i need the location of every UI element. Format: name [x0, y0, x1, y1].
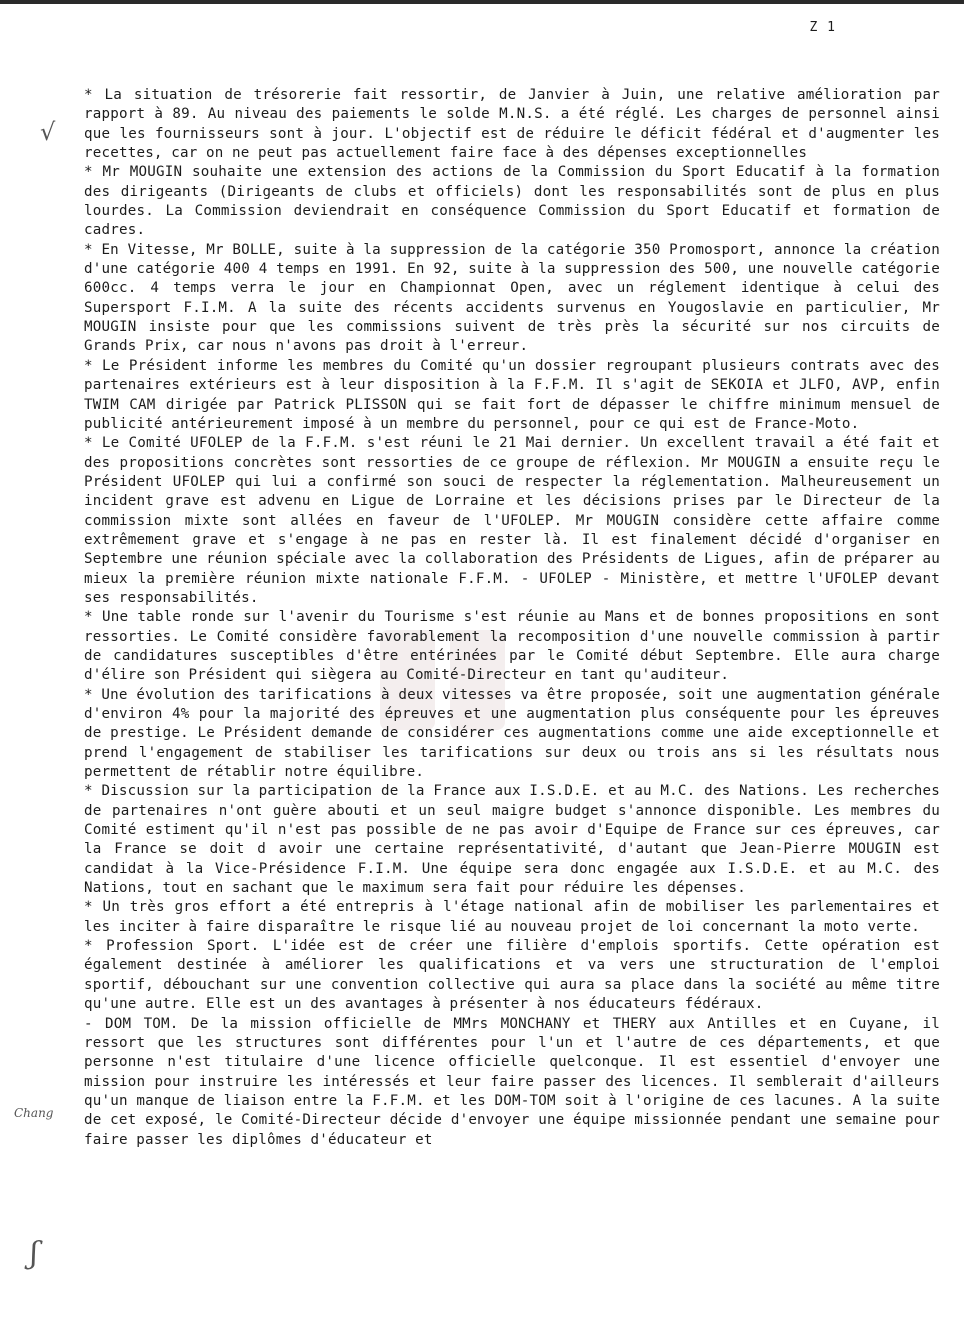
paragraph-isde: * Discussion sur la participation de la France aux I.S.D.E. et au M.C. des Nations. Les recherches de partenaires n'ont guère abouti et un seul maigre budget s'annonce disponible. Les membres du Comité estiment qu'il n'est pas possible de ne pas avoir d'Equipe de France sur ces épreuves, car la France se doit d avoir une certaine représentativité, d'autant que Jean-Pierre MOUGIN est candidat à la Vice-Présidence F.I.M. Une équipe sera donc engagée aux I.S.D.E. et au M.C. des Nations, tout en sachant que le maximum sera fait pour réduire les dépenses.: [84, 783, 940, 897]
document-body: [84, 86, 940, 1150]
paragraph-partenaires: * Le Président informe les membres du Comité qu'un dossier regroupant plusieurs contrats avec des partenaires extérieurs est à leur disposition à la F.F.M. Il s'agit de SEKOIA et JLFO, AVP, enfin TWIM CAM dirigée par Patrick PLISSON qui se fait fort de dépasser le chiffre minimum mensuel de publicité antérieurement imposé à un membre du personnel, pour ce qui est de France-Moto.: [84, 357, 940, 432]
margin-check-mark: √: [40, 118, 56, 146]
paragraph-dom-tom: - DOM TOM. De la mission officielle de MMrs MONCHANY et THERY aux Antilles et en Cuyane, il ressort que les structures sont différentes pour l'un et l'autre de ces départements, et que personne n'est titulaire d'une licence officielle quelconque. Il est essentiel d'envoyer une mission pour instruire les intéressés et leur faire passer des licences. Il semblerait d'ailleurs qu'un manque de liaison entre la F.F.M. et les DOM-TOM soit à l'origine de ces lacunes. A la suite de cet exposé, le Comité-Directeur décide d'envoyer une équipe missionnée pendant une semaine pour faire passer les diplômes d'éducateur et: [84, 1015, 940, 1148]
paragraph-sport-educatif: * Mr MOUGIN souhaite une extension des actions de la Commission du Sport Educatif à la formation des dirigeants (Dirigeants de clubs et officiels) dont les responsabilités sont de plus en plus lourdes. La Commission deviendrait en conséquence Commission du Sport Educatif et formation de cadres.: [84, 164, 940, 239]
paragraph-tourisme: * Une table ronde sur l'avenir du Tourisme s'est réunie au Mans et de bonnes propositions en sont ressorties. Le Comité considère favorablement la recomposition d'une nouvelle commission à partir de candidatures susceptibles d'être entérinées par le Comité début Septembre. Elle aura charge d'élire son Président qui siègera au Comité-Directeur en tant qu'auditeur.: [84, 609, 940, 684]
margin-handwritten-note: Chang: [14, 1106, 54, 1120]
top-border-rule: [0, 0, 964, 4]
paragraph-moto-verte: * Un très gros effort a été entrepris à l'étage national afin de mobiliser les parlementaires et les inciter à faire disparaître le risque lié au nouveau projet de loi concernant la moto verte.: [84, 899, 940, 935]
margin-hook-mark: ʃ: [30, 1236, 39, 1271]
page-number: Z 1: [809, 20, 836, 35]
paragraph-tresorerie: * La situation de trésorerie fait ressortir, de Janvier à Juin, une relative amélioration par rapport à 89. Au niveau des paiements le solde M.N.S. a été réglé. Les charges de personnel ainsi que les fournisseurs sont à jour. L'objectif est de réduire le déficit fédéral et d'augmenter les recettes, car on ne peut pas actuellement faire face à des dépenses exceptionnelles: [84, 87, 940, 162]
paragraph-ufolep: * Le Comité UFOLEP de la F.F.M. s'est réuni le 21 Mai dernier. Un excellent travail a été fait et des propositions concrètes sont ressorties de ce groupe de réflexion. Mr MOUGIN a ensuite reçu le Président UFOLEP qui lui a confirmé son souci de respecter la réglementation. Malheureusement un incident grave est advenu en Ligue de Lorraine et les décisions prises par le Directeur de la commission mixte sont allées en faveur de l'UFOLEP. Mr MOUGIN considère cette affaire comme extrêmement grave et s'engage à ne pas en rester là. Il est finalement décidé d'organiser en Septembre une réunion spéciale avec la collaboration des Présidents de Ligues, afin de préparer au mieux la première réunion mixte nationale F.F.M. - UFOLEP - Ministère, et mettre l'UFOLEP devant ses responsabilités.: [84, 435, 940, 606]
paragraph-profession-sport: * Profession Sport. L'idée est de créer une filière d'emplois sportifs. Cette opération est également destinée à améliorer les qualifications et va vers une structuration de l'emploi sportif, débouchant sur une convention collective qui aura sa place dans la société au même titre qu'une autre. Elle est un des avantages à présenter à nos éducateurs fédéraux.: [84, 938, 940, 1013]
paragraph-tarifications: * Une évolution des tarifications à deux vitesses va être proposée, soit une augmentation générale d'environ 4% pour la majorité des épreuves et une augmentation plus conséquente pour les épreuves de prestige. Le Président demande de considérer ces augmentations comme une aide exceptionnelle et prend l'engagement de stabiliser les tarifications sur deux ou trois ans si les résultats nous permettent de rétablir notre équilibre.: [84, 686, 940, 781]
paragraph-vitesse: * En Vitesse, Mr BOLLE, suite à la suppression de la catégorie 350 Promosport, annonce la création d'une catégorie 400 4 temps en 1991. En 92, suite à la suppression des 500, une nouvelle catégorie 600cc. 4 temps verra le jour en Championnat Open, avec un réglement identique à celui des Supersport F.I.M. A la suite des récents accidents survenus en Yougoslavie en particulier, Mr MOUGIN insiste pour que les commissions suivent de très près la sécurité sur nos circuits de Grands Prix, car nous n'avons pas droit à l'erreur.: [84, 241, 940, 355]
